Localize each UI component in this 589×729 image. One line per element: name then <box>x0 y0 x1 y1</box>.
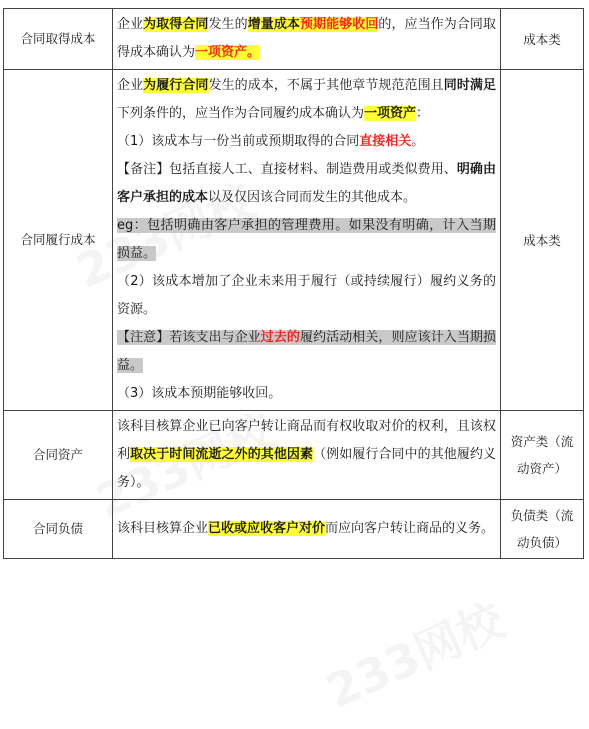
text-segment: 增量成本 <box>247 17 300 32</box>
text-segment: 企业 <box>117 17 144 32</box>
text-segment: 一项资产 <box>364 106 417 121</box>
text-segment: 发生的 <box>208 17 248 32</box>
description-paragraph <box>117 156 496 212</box>
text-segment: （2）该成本增加了企业未来用于履行（或持续履行）履约义务的资源。 <box>117 274 496 317</box>
account-name: 合同负债 <box>4 500 113 559</box>
text-segment: 直接相关 <box>359 134 412 149</box>
account-name: 合同取得成本 <box>4 9 113 70</box>
text-segment: 企业 <box>117 78 144 93</box>
text-segment: 该科目核算企业 <box>117 521 209 536</box>
text-segment: 为取得合同 <box>143 17 209 32</box>
text-segment: （1）该成本与一份当前或预期取得的合同 <box>117 134 360 149</box>
text-segment: 。 <box>411 134 425 149</box>
account-category: 成本类 <box>501 9 584 70</box>
description-paragraph <box>117 324 496 380</box>
text-segment: 该科目核算企业已向客户转让商品而有权收取对价的权利，且该权利 <box>117 419 496 462</box>
table-row <box>4 9 584 70</box>
text-segment: 取决于时间流逝之外的其他因素 <box>130 447 314 462</box>
text-segment: 同时满足 <box>443 78 496 93</box>
text-segment: （3）该成本预期能够收回。 <box>117 386 282 401</box>
account-category: 负债类（流动负债） <box>501 500 584 559</box>
description-paragraph <box>117 11 496 67</box>
text-segment: 发生的成本，不属于其他章节规范范围且 <box>208 78 444 93</box>
account-category: 资产类（流动资产） <box>501 411 584 500</box>
account-description <box>113 70 501 411</box>
text-segment: 为履行合同 <box>143 78 209 93</box>
text-segment: （例如履行合同中的其他履约义务）。 <box>117 447 496 490</box>
text-segment: ： <box>416 106 430 121</box>
text-segment: 已收或应收客户对价 <box>208 521 326 536</box>
description-paragraph <box>117 380 496 408</box>
account-category: 成本类 <box>501 70 584 411</box>
text-segment: 以及仅因该合同而发生的其他成本。 <box>208 190 417 205</box>
text-segment: 下列条件的，应当作为合同履约成本确认为 <box>117 106 365 121</box>
account-description <box>113 411 501 500</box>
text-segment: 而应向客户转让商品的义务。 <box>325 521 495 536</box>
table-row <box>4 70 584 411</box>
account-name: 合同履行成本 <box>4 70 113 411</box>
text-segment: eg：包括明确由客户承担的管理费用。如果没有明确，计入当期损益。 <box>117 218 496 261</box>
watermark <box>315 585 514 722</box>
text-segment: 的，应当作为合同取得成本确认为 <box>117 17 496 60</box>
description-paragraph <box>117 128 496 156</box>
description-paragraph <box>117 413 496 497</box>
text-segment: 明确由客户承担的成本 <box>117 162 496 205</box>
description-paragraph <box>117 212 496 268</box>
account-name: 合同资产 <box>4 411 113 500</box>
text-segment: 过去的 <box>260 330 300 345</box>
text-segment: 履约活动相关，则应该计入当期损益。 <box>117 330 496 373</box>
accounts-table <box>3 8 584 559</box>
text-segment: 【备注】包括直接人工、直接材料、制造费用或类似费用、 <box>117 162 457 177</box>
table-row <box>4 500 584 559</box>
account-description <box>113 9 501 70</box>
text-segment: 【注意】若该支出与企业 <box>117 330 261 345</box>
text-segment: 预期能够收回 <box>299 17 379 32</box>
account-description <box>113 500 501 559</box>
description-paragraph <box>117 72 496 128</box>
description-paragraph <box>117 268 496 324</box>
text-segment: 一项资产。 <box>195 45 261 60</box>
table-row <box>4 411 584 500</box>
description-paragraph <box>117 515 496 543</box>
